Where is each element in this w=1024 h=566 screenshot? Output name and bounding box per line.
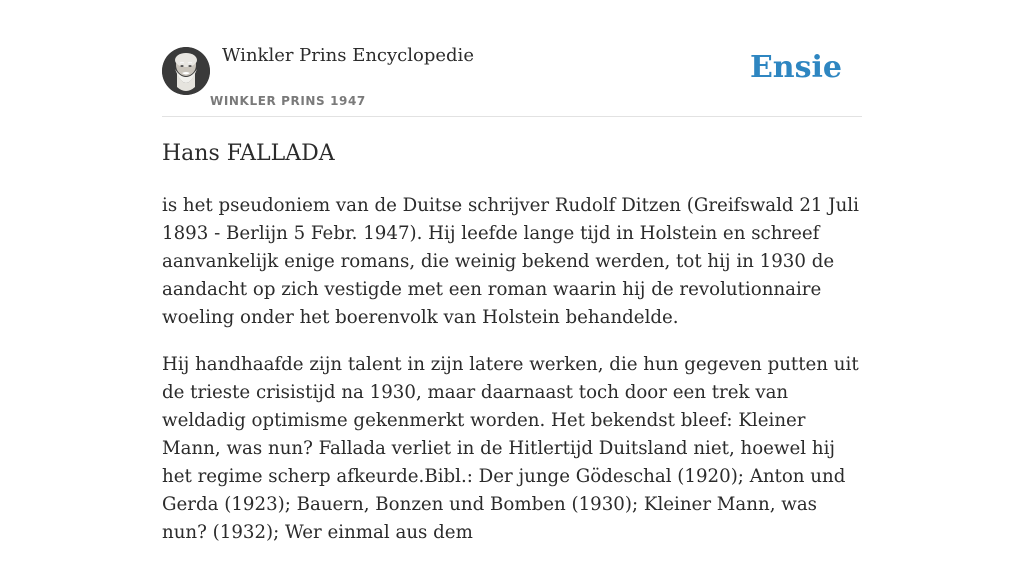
bearded-man-portrait-icon[interactable] xyxy=(162,47,210,95)
brand-logo[interactable]: Ensie xyxy=(749,50,842,85)
article-body xyxy=(162,192,862,566)
article-paragraph: is het pseudoniem van de Duitse schrijver Rudolf Ditzen (Greifswald 21 Juli 1893 - Berlijn 5 Febr. 1947). Hij leefde lange tijd in Holstein en schreef aanvankelijk enige romans, die weinig bekend werden, tot hij in 1930 de aandacht op zich vestigde met een roman waarin hij de revolutionnaire woeling onder het boerenvolk van Holstein behandelde. xyxy=(162,195,859,328)
page xyxy=(162,0,862,543)
edition-label[interactable]: WINKLER PRINS 1947 xyxy=(210,94,366,108)
article-title: Hans FALLADA xyxy=(162,141,335,166)
article-paragraph: Hij handhaafde zijn talent in zijn latere werken, die hun gegeven putten uit de trieste crisistijd na 1930, maar daarnaast toch door een trek van weldadig optimisme gekenmerkt worden. Het bekendst bleef: Kleiner Mann, was nun? Fallada verliet in de Hitlertijd Duitsland niet, hoewel hij het regime scherp afkeurde.Bibl.: Der junge Gödeschal (1920); Anton und Gerda (1923); Bauern, Bonzen und Bomben (1930); Kleiner Mann, was nun? (1932); Wer einmal aus dem xyxy=(162,354,859,543)
site-header xyxy=(162,0,862,117)
site-title[interactable]: Winkler Prins Encyclopedie xyxy=(222,45,474,66)
